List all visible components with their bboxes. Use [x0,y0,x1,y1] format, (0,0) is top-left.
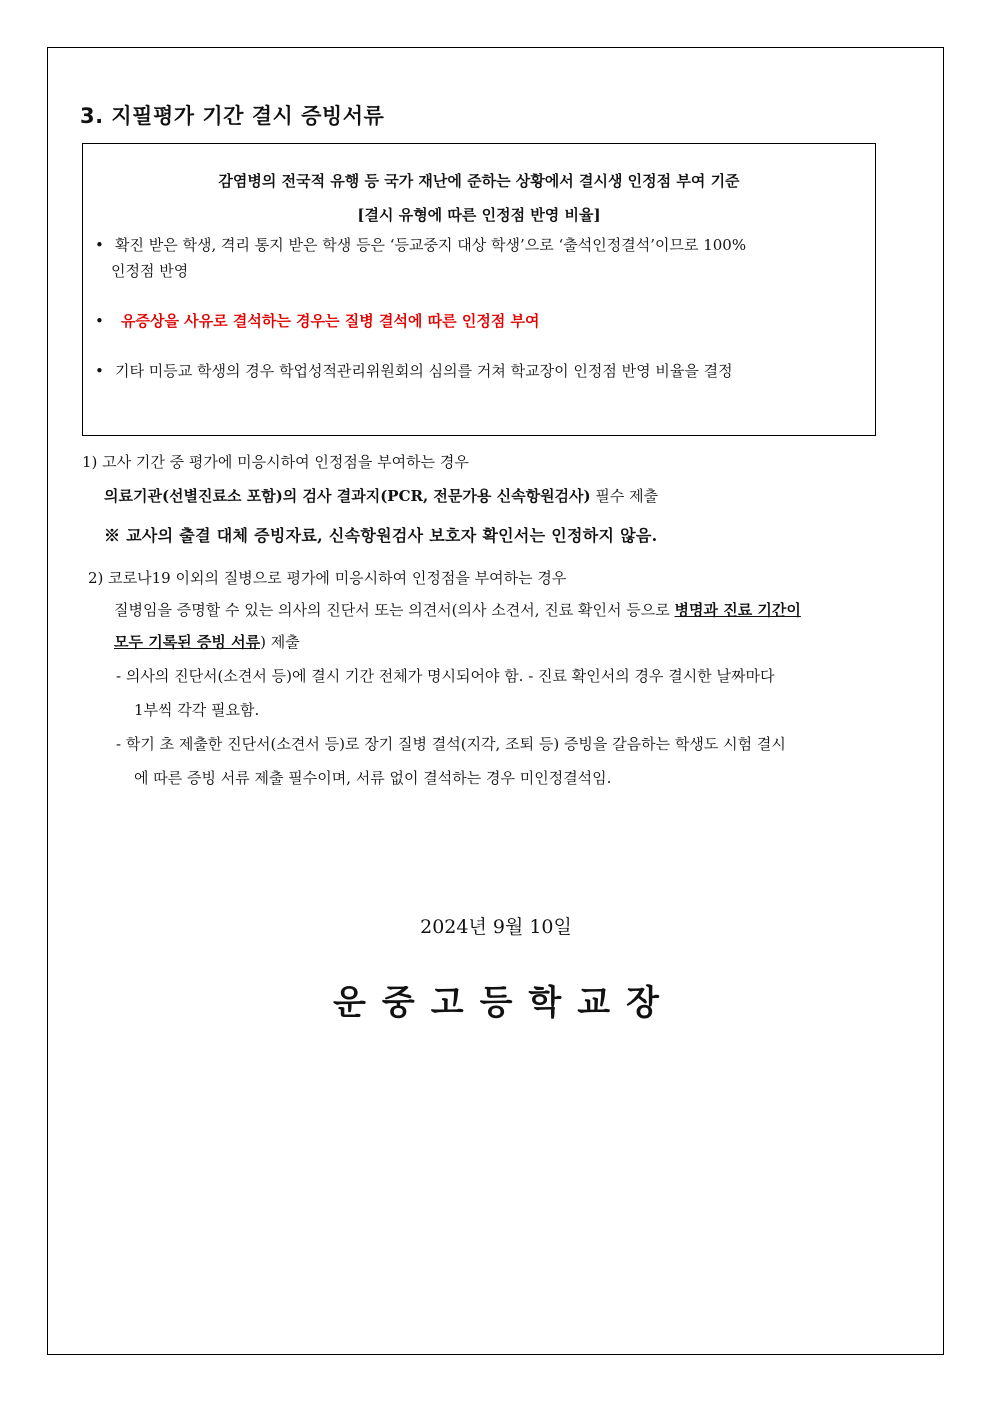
item1-requirement-tail: 필수 제출 [590,487,659,505]
item1-requirement-bold: 의료기관(선별진료소 포함)의 검사 결과지(PCR, 전문가용 신속항원검사) [104,487,591,505]
school-name-char: 고 [430,983,464,1023]
bullet-text-highlight: 유증상을 사유로 결석하는 경우는 질병 결석에 따른 인정점 부여 [121,312,540,330]
item2-line2-tail: ) 제출 [260,633,300,651]
item2-line1 [114,598,801,622]
school-name-char: 학 [528,983,562,1023]
item2-line1-plain: 질병임을 증명할 수 있는 의사의 진단서 또는 의견서(의사 소견서, 진료 확인서 등으로 [114,601,675,619]
bullet-text: 확진 받은 학생, 격리 통지 받은 학생 등은 ‘등교중지 대상 학생’으로 ‘출석인정결석’이므로 100% [115,236,747,254]
item2-dash1-line1: - 의사의 진단서(소견서 등)에 결시 기간 전체가 명시되어야 함. - 진료 확인서의 경우 결시한 날짜마다 [116,667,775,685]
section-title: 3. 지필평가 기간 결시 증빙서류 [80,104,385,128]
item1-title: 1) 고사 기간 중 평가에 미응시하여 인정점을 부여하는 경우 [82,453,469,471]
item2-line2-underlined: 모두 기록된 증빙 서류 [114,633,261,651]
item1-requirement [104,484,658,508]
bullet-item [95,232,855,284]
school-principal-signature [0,975,992,1024]
item2-line1-underlined: 병명과 진료 기간이 [674,601,801,619]
item2-dash1-line2: 1부씩 각각 필요함. [134,701,260,719]
bullet-item-red [95,308,855,334]
box-subheading: [결시 유형에 따른 인정점 반영 비율] [357,206,601,224]
document-date: 2024년 9월 10일 [420,916,572,938]
item2-title: 2) 코로나19 이외의 질병으로 평가에 미응시하여 인정점을 부여하는 경우 [88,569,567,587]
bullet-text: 기타 미등교 학생의 경우 학업성적관리위원회의 심의를 거쳐 학교장이 인정점 반영 비율을 결정 [115,362,733,380]
bullet-text-continuation: 인정점 반영 [111,262,189,280]
school-name-char: 교 [577,983,611,1023]
school-name-char: 중 [381,983,415,1023]
box-heading: 감염병의 전국적 유행 등 국가 재난에 준하는 상황에서 결시생 인정점 부여 기준 [218,172,740,190]
item2-dash2-line1: - 학기 초 제출한 진단서(소견서 등)로 장기 질병 결석(지각, 조퇴 등) 증빙을 갈음하는 학생도 시험 결시 [116,735,786,753]
school-name-char: 장 [626,983,659,1023]
bullet-dot: • [95,312,104,330]
criteria-box [82,143,876,436]
bullet-dot: • [95,236,104,254]
school-name-char: 운 [332,983,366,1023]
bullet-dot: • [95,362,104,380]
bullet-item [95,358,855,384]
item2-line2 [114,630,300,654]
item1-note: ※ 교사의 출결 대체 증빙자료, 신속항원검사 보호자 확인서는 인정하지 않음. [104,526,658,545]
item2-dash2-line2: 에 따른 증빙 서류 제출 필수이며, 서류 없이 결석하는 경우 미인정결석임. [134,769,612,787]
school-name-char: 등 [479,983,513,1023]
